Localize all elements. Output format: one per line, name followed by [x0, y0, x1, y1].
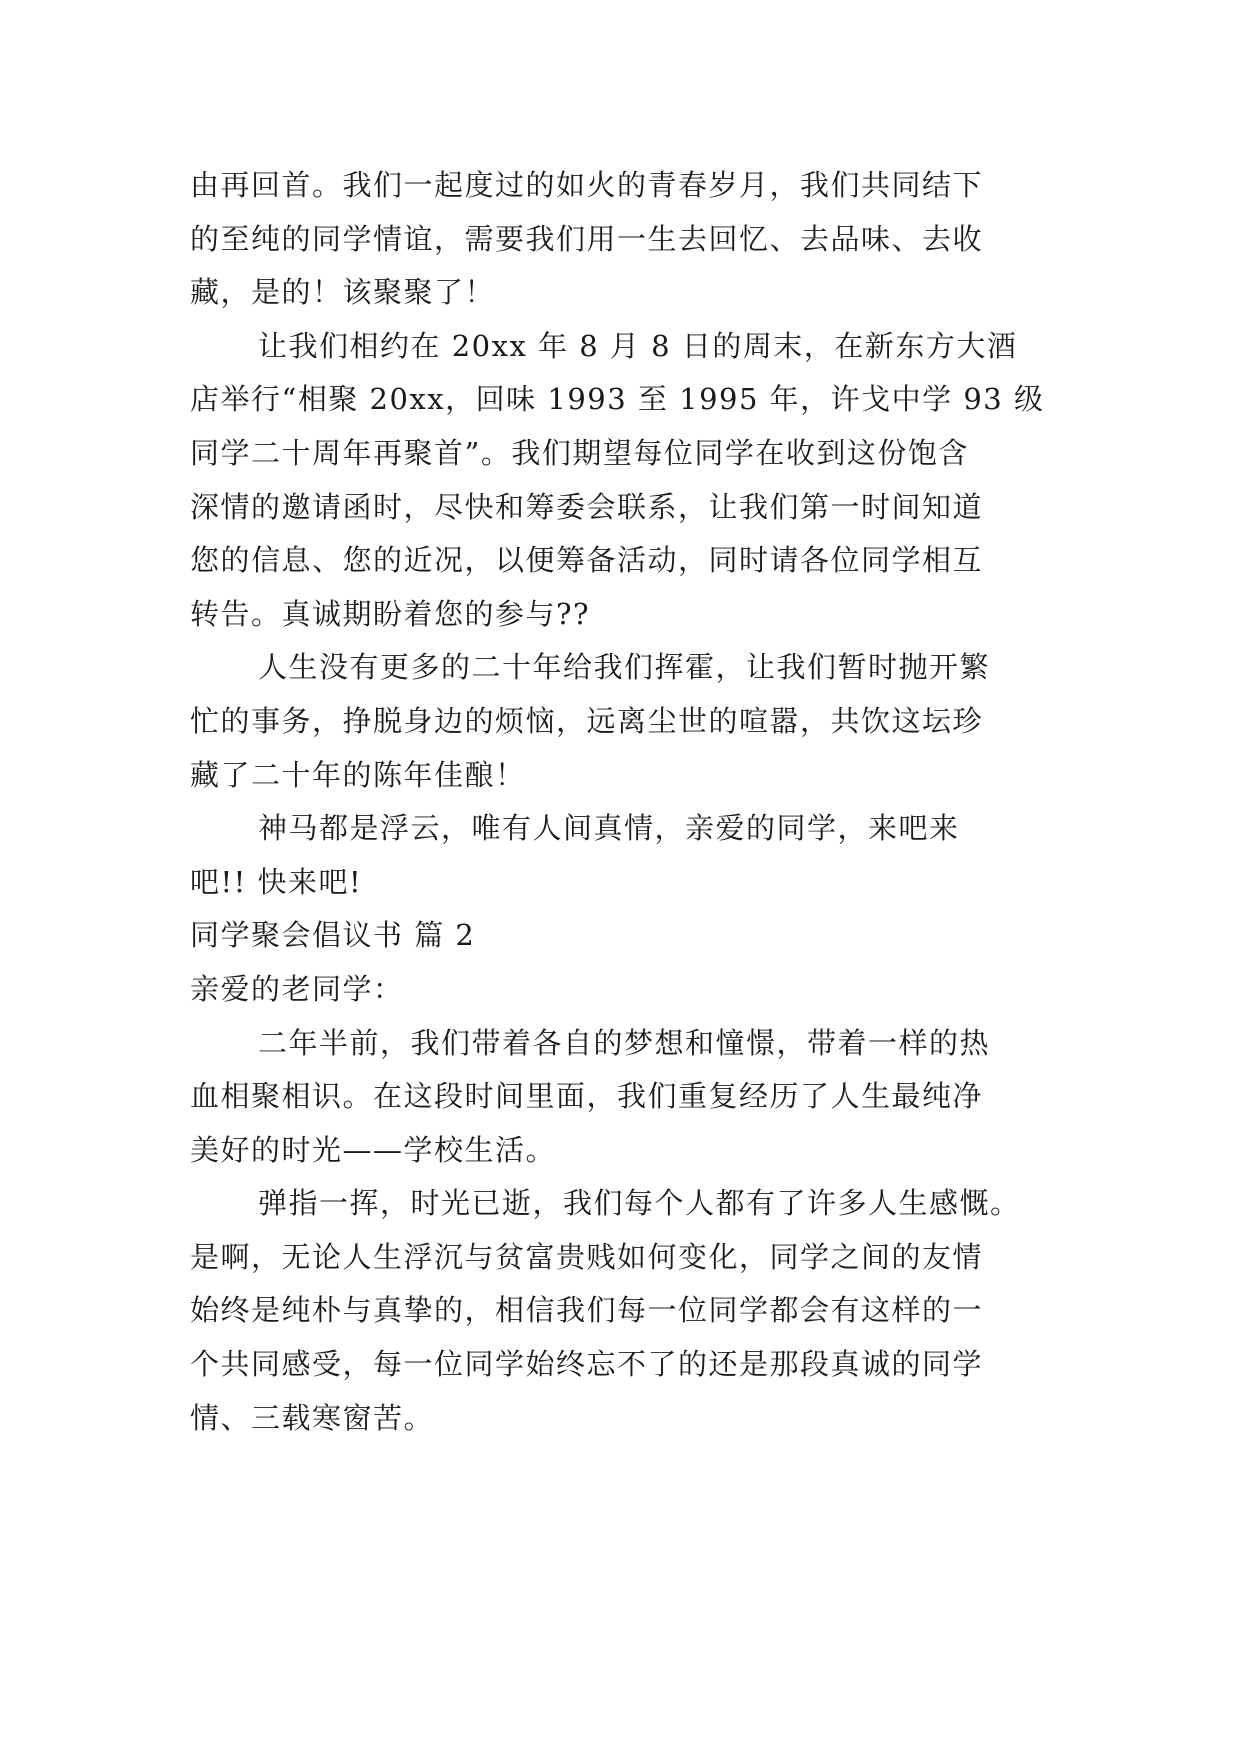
text-line: 让我们相约在 20xx 年 8 月 8 日的周末，在新东方大酒 — [258, 328, 1018, 363]
text-line: 的至纯的同学情谊，需要我们用一生去回忆、去品味、去收 — [190, 221, 984, 256]
text-line: 藏，是的！该聚聚了！ — [190, 275, 496, 310]
text-line: 藏了二十年的陈年佳酿！ — [190, 757, 526, 792]
text-line: 血相聚相识。在这段时间里面，我们重复经历了人生最纯净 — [190, 1079, 984, 1114]
text-line: 深情的邀请函时，尽快和筹委会联系，让我们第一时间知道 — [190, 489, 984, 524]
text-line: 忙的事务，挣脱身边的烦恼，远离尘世的喧嚣，共饮这坛珍 — [190, 703, 984, 738]
text-line: 由再回首。我们一起度过的如火的青春岁月，我们共同结下 — [190, 168, 984, 202]
text-line: 美好的时光——学校生活。 — [190, 1132, 557, 1167]
text-line: 店举行“相聚 20xx，回味 1993 至 1995 年，许戈中学 93 级 — [190, 382, 1045, 417]
text-line: 您的信息、您的近况，以便筹备活动，同时请各位同学相互 — [190, 543, 984, 578]
text-line: 人生没有更多的二十年给我们挥霍，让我们暂时抛开繁 — [258, 650, 991, 685]
text-line: 转告。真诚期盼着您的参与?? — [190, 596, 591, 631]
text-line: 是啊，无论人生浮沉与贫富贵贱如何变化，同学之间的友情 — [190, 1239, 984, 1274]
text-line: 同学聚会倡议书 篇 2 — [190, 918, 476, 953]
text-line: 同学二十周年再聚首”。我们期望每位同学在收到这份饱含 — [190, 435, 969, 470]
text-line: 神马都是浮云，唯有人间真情，亲爱的同学，来吧来 — [258, 811, 960, 846]
text-line: 二年半前，我们带着各自的梦想和憧憬，带着一样的热 — [258, 1025, 991, 1060]
text-line: 个共同感受，每一位同学始终忘不了的还是那段真诚的同学 — [190, 1347, 984, 1382]
text-line: 情、三载寒窗苦。 — [190, 1400, 435, 1435]
document-body — [190, 159, 1050, 1445]
text-line: 亲爱的老同学： — [190, 971, 404, 1006]
text-line: 弹指一挥，时光已逝，我们每个人都有了许多人生感慨。 — [258, 1186, 1021, 1221]
text-line: 始终是纯朴与真挚的，相信我们每一位同学都会有这样的一 — [190, 1293, 984, 1328]
text-line: 吧!! 快来吧! — [190, 864, 363, 899]
